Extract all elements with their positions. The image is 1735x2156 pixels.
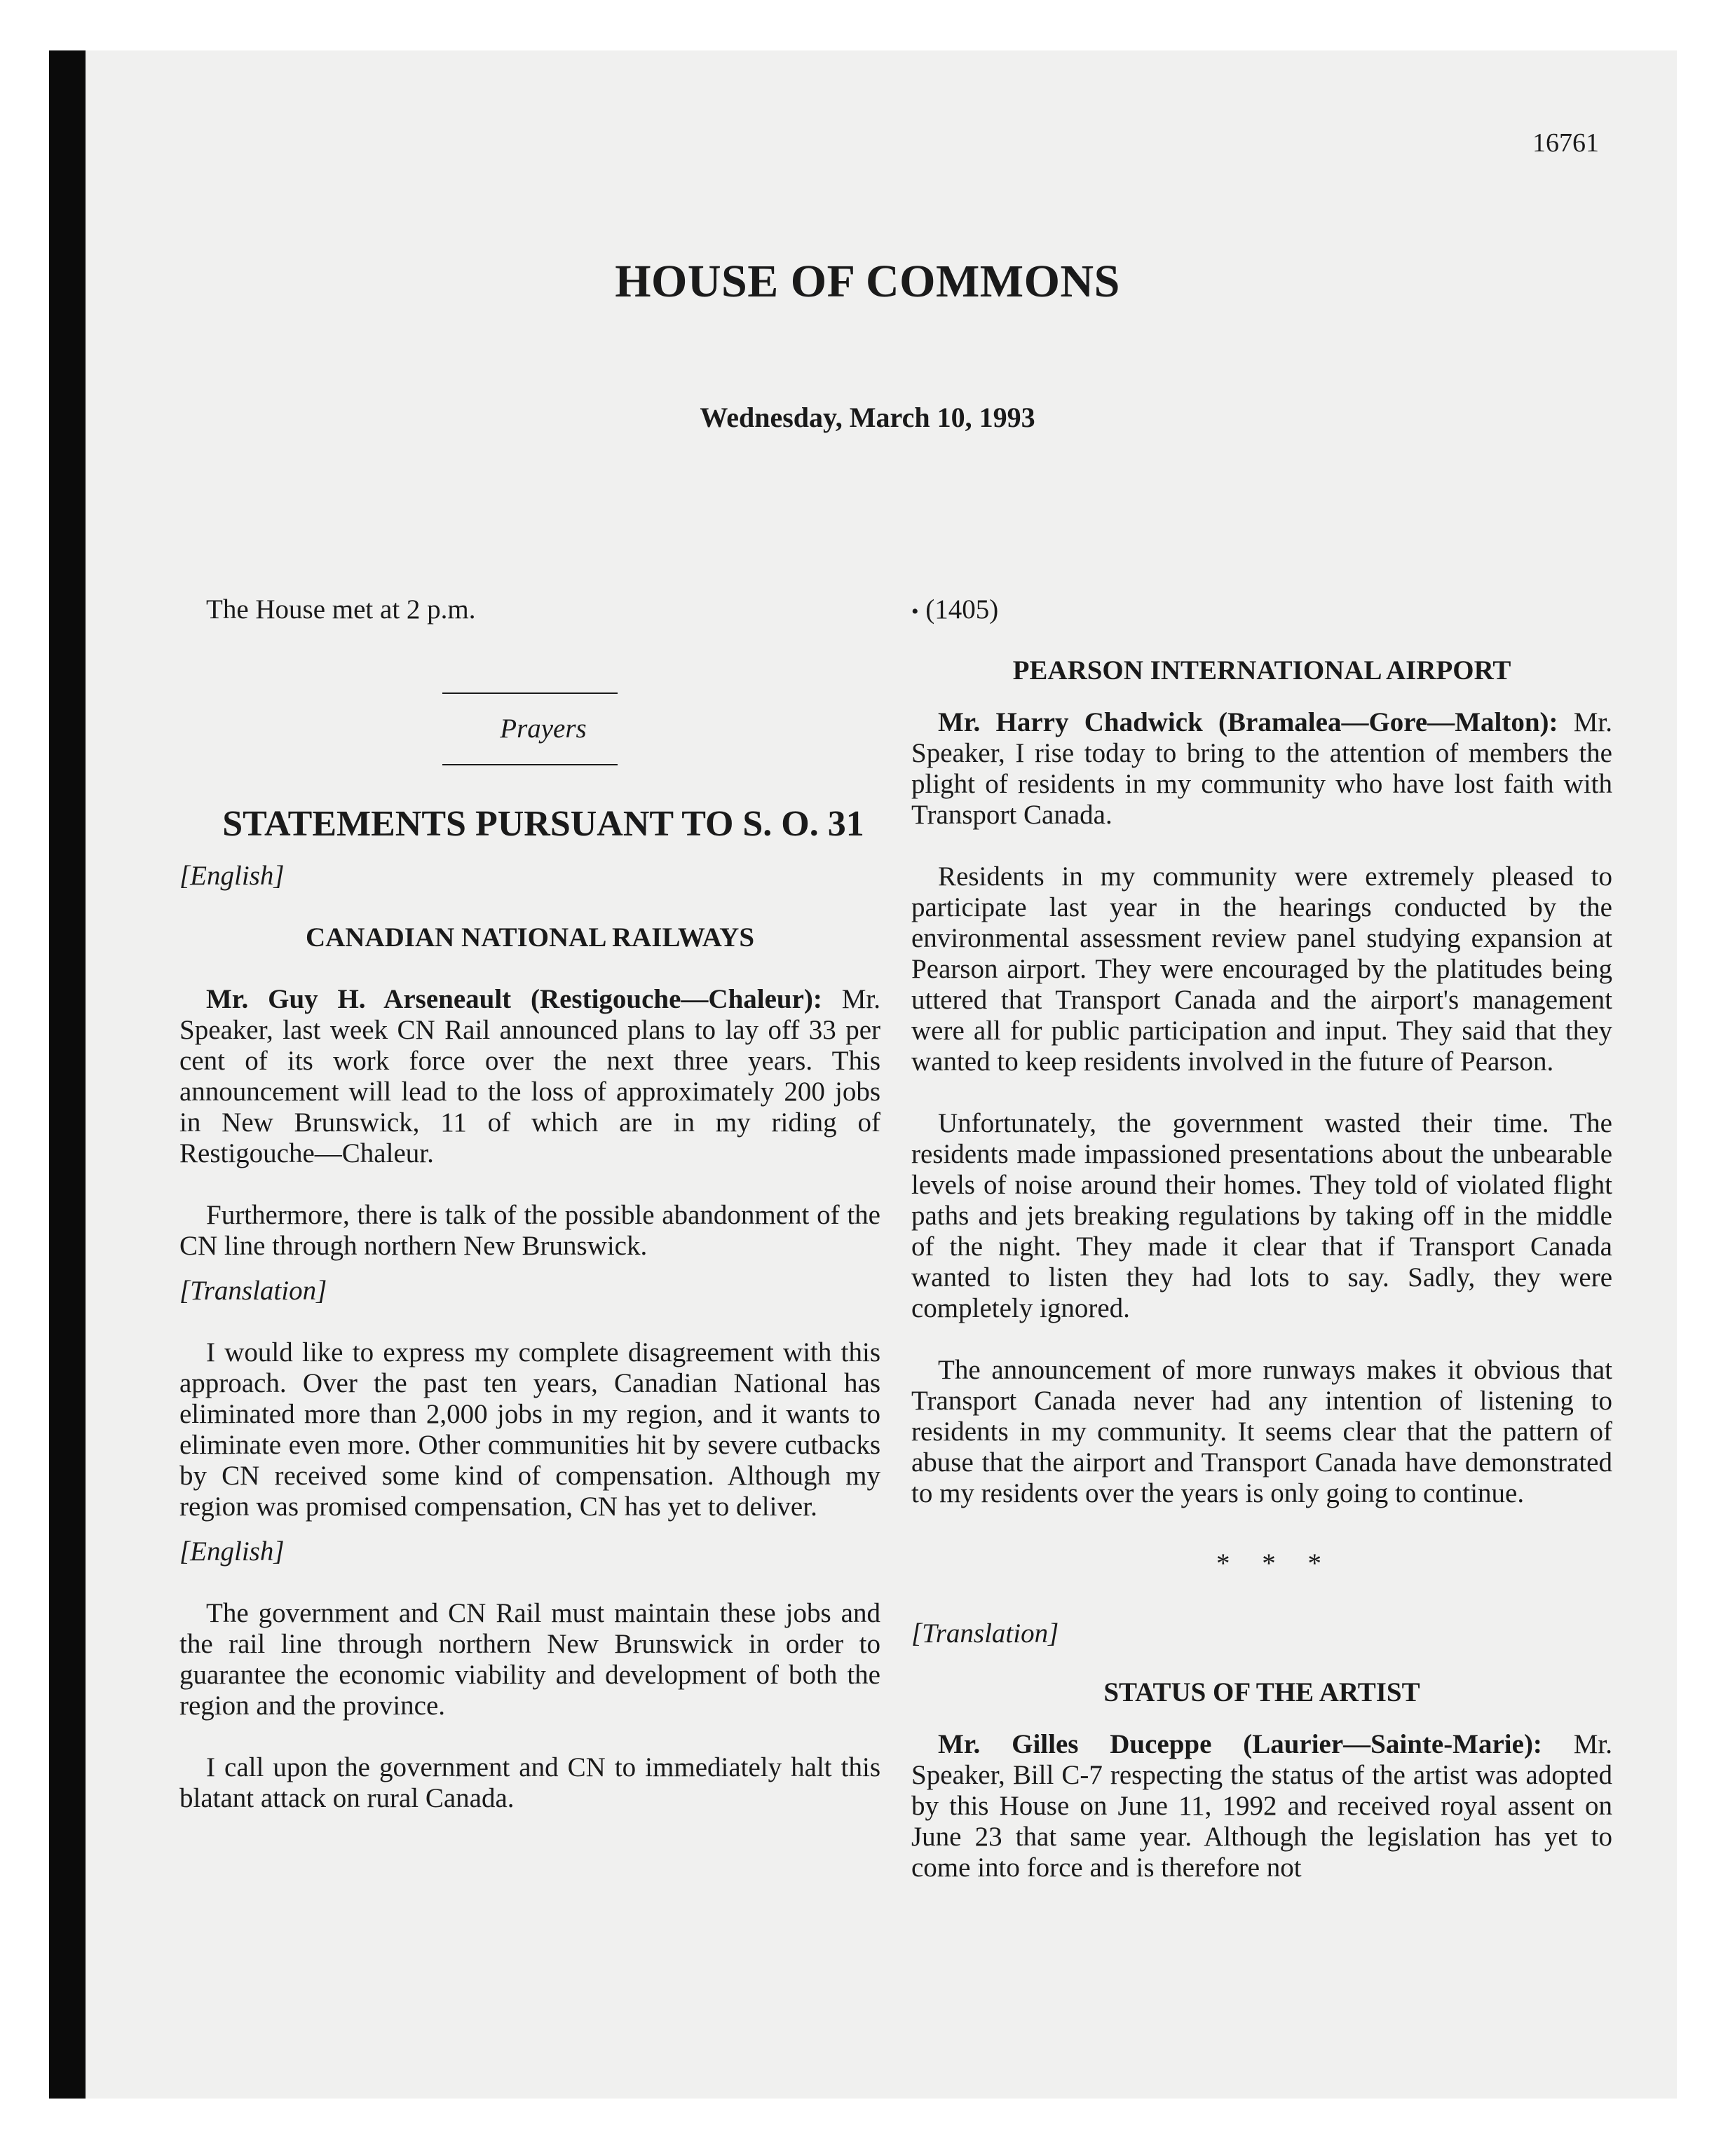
statement-paragraph: Mr. Harry Chadwick (Bramalea—Gore—Malton): Mr. Speaker, I rise today to bring to the attention of members the plight of residents in my community who have lost faith with Transport Canada. [911,707,1613,830]
statement-paragraph: The government and CN Rail must maintain these jobs and the rail line through northern New Brunswick in order to guarantee the economic viability and development of both the region and the province. [179,1598,880,1721]
statement-paragraph: I would like to express my complete disagreement with this approach. Over the past ten years, Canadian National has eliminated more than 2,000 jobs in my region, and it wants to eliminate even more. Other communities hit by severe cutbacks by CN received some kind of compensation. Although my region was promised compensation, CN has yet to deliver. [179,1337,880,1522]
statement-paragraph: Furthermore, there is talk of the possible abandonment of the CN line through northern New Brunswick. [179,1200,880,1261]
bullet-icon: • [911,600,919,623]
page-number: 16761 [1532,128,1599,158]
section-heading: STATEMENTS PURSUANT TO S. O. 31 [222,804,864,844]
speaker-name: Mr. Harry Chadwick (Bramalea—Gore—Malton): [938,707,1558,737]
language-tag-translation: [Translation] [179,1276,327,1306]
statement-paragraph: Mr. Gilles Duceppe (Laurier—Sainte-Marie): Mr. Speaker, Bill C-7 respecting the status of the artist was adopted by this House on June 11, 1992 and received royal assent on June 23 that same year. Although the legislation has yet to come into force and is therefore not [911,1729,1612,1883]
statement-paragraph: The announcement of more runways makes it obvious that Transport Canada never had any intention of listening to residents in my community. It seems clear that the pattern of abuse that the airport and Transport Canada have demonstrated to my residents over the years is only going to continue. [911,1355,1612,1508]
binding-edge [49,50,86,2099]
statement-heading-cn: CANADIAN NATIONAL RAILWAYS [305,922,755,953]
house-met-text: The House met at 2 p.m. [206,594,476,625]
prayers-label: Prayers [500,714,587,744]
section-separator: * * * [1216,1548,1334,1578]
time-marker: • (1405) [911,594,999,625]
left-column [179,594,880,1814]
language-tag-english: [English] [179,861,285,891]
statement-paragraph: Unfortunately, the government wasted their time. The residents made impassioned presentations about the unbearable levels of noise around their homes. They told of violated flight paths and jets breaking regulations by taking off in the middle of the night. They made it clear that if Transport Canada wanted to listen they had lots to say. Sadly, they were completely ignored. [911,1108,1612,1323]
sitting-date: Wednesday, March 10, 1993 [700,402,1035,433]
language-tag-english: [English] [179,1536,285,1567]
speaker-name: Mr. Guy H. Arseneault (Restigouche—Chaleur): [206,984,822,1014]
page-title: HOUSE OF COMMONS [615,256,1120,307]
statement-paragraph: I call upon the government and CN to immediately halt this blatant attack on rural Canada. [179,1752,880,1813]
right-column [911,594,1612,1883]
statement-paragraph: Residents in my community were extremely pleased to participate last year in the hearings conducted by the environmental assessment review panel studying expansion at Pearson airport. They were encouraged by the platitudes being uttered that Transport Canada and the airport's management were all for public participation and input. They said that they wanted to keep residents involved in the future of Pearson. [911,861,1612,1077]
language-tag-translation: [Translation] [911,1618,1059,1649]
statement-paragraph: Mr. Guy H. Arseneault (Restigouche—Chaleur): Mr. Speaker, last week CN Rail announced plans to lay off 33 per cent of its work force over the next three years. This announcement will lead to the loss of approximately 200 jobs in New Brunswick, 11 of which are in my riding of Restigouche—Chaleur. [179,984,880,1168]
statement-heading-pearson: PEARSON INTERNATIONAL AIRPORT [1012,655,1511,685]
statement-heading-artist: STATUS OF THE ARTIST [1103,1677,1420,1707]
speaker-name: Mr. Gilles Duceppe (Laurier—Sainte-Marie): [938,1729,1542,1759]
